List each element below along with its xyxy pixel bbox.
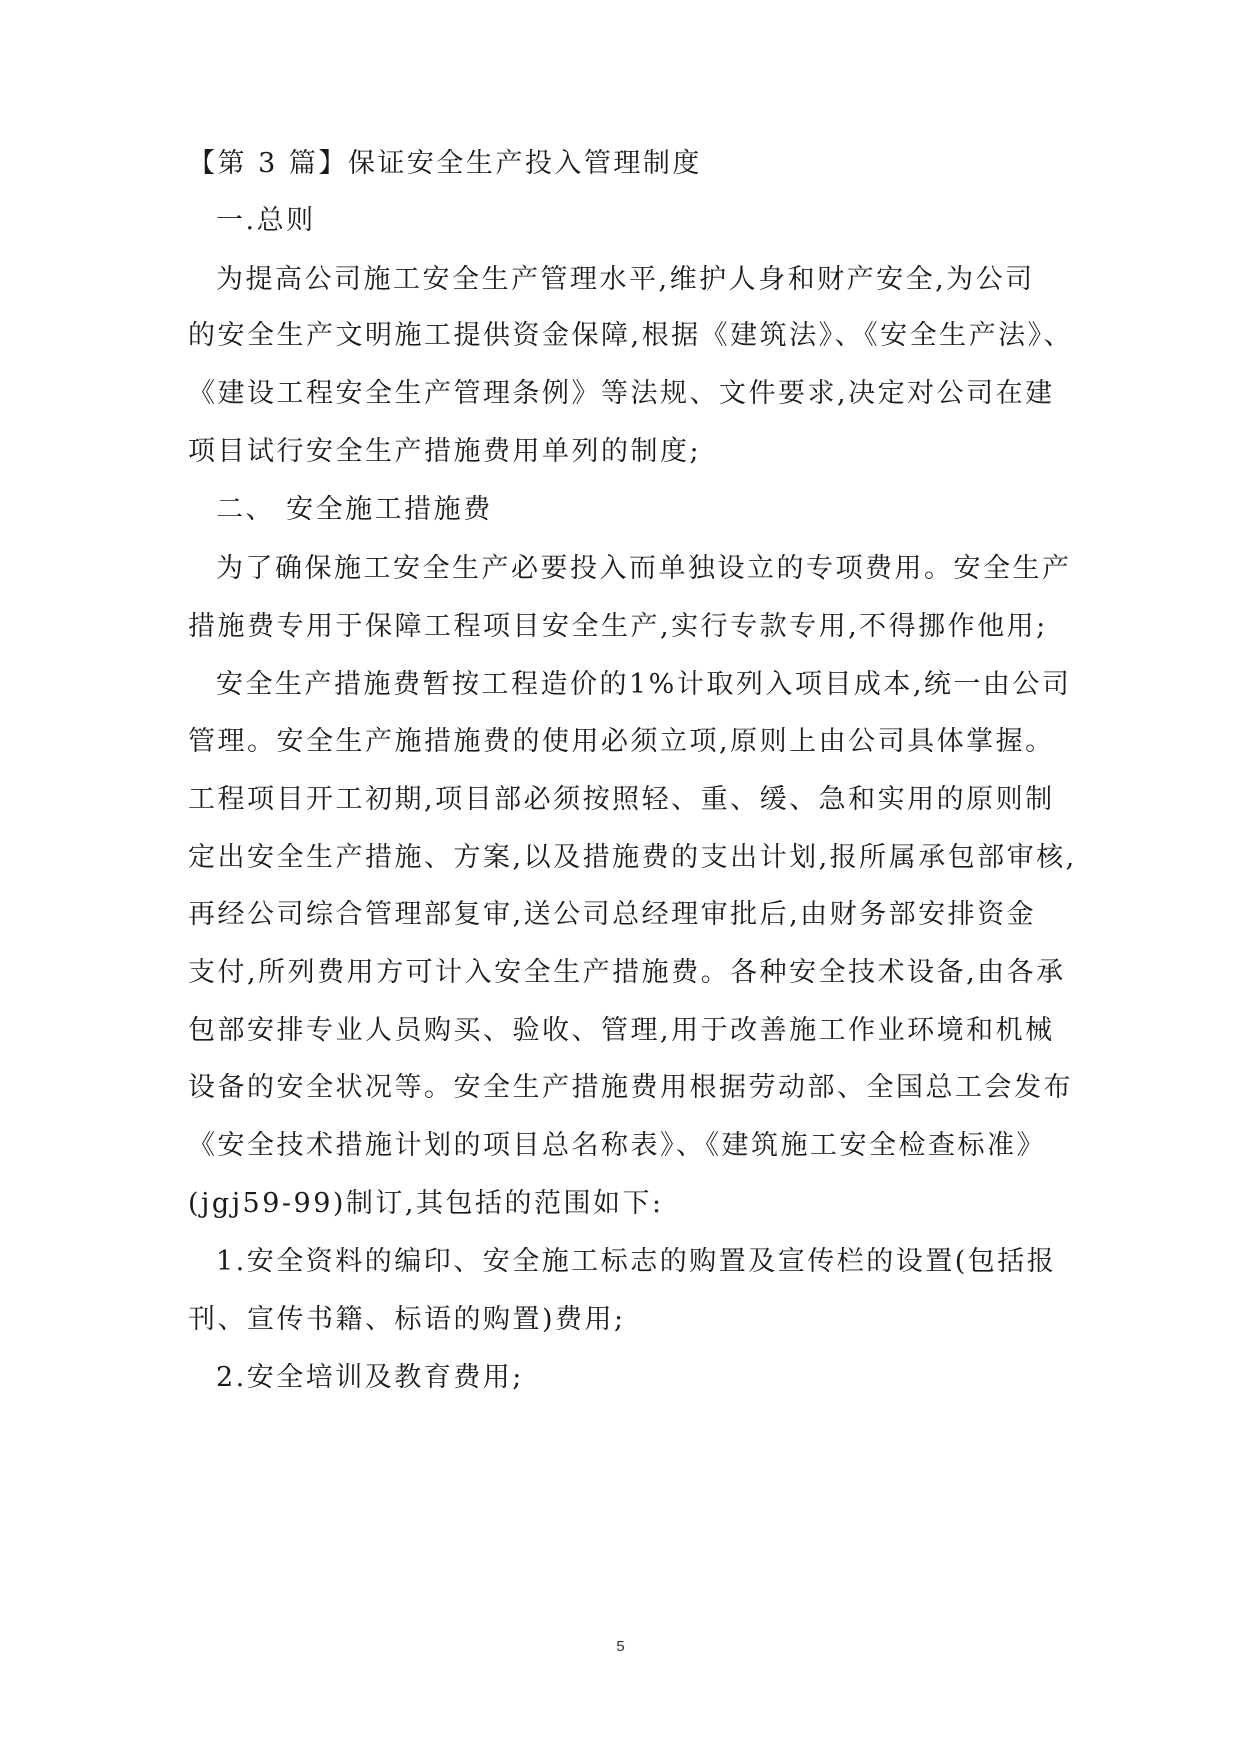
- paragraph-line: 工程项目开工初期,项目部必须按照轻、重、缓、急和实用的原则制: [188, 784, 1055, 815]
- paragraph-line: 《安全技术措施计划的项目总名称表》、《建筑施工安全检查标准》: [188, 1130, 1046, 1161]
- list-item-1: 1.安全资料的编印、安全施工标志的购置及宣传栏的设置(包括报: [216, 1246, 1057, 1277]
- paragraph-line: 支付,所列费用方可计入安全生产措施费。各种安全技术设备,由各承: [188, 957, 1066, 988]
- paragraph-line: 为提高公司施工安全生产管理水平,维护人身和财产安全,为公司: [216, 264, 1035, 295]
- paragraph-line: 管理。安全生产施措施费的使用必须立项,原则上由公司具体掌握。: [188, 726, 1055, 757]
- paragraph-line: 包部安排专业人员购买、验收、管理,用于改善施工作业环境和机械: [188, 1015, 1055, 1046]
- list-item-1-continued: 刊、宣传书籍、标语的购置)费用;: [188, 1304, 626, 1335]
- paragraph-line: 的安全生产文明施工提供资金保障,根据《建筑法》、《安全生产法》、: [188, 320, 1074, 351]
- paragraph-line: 设备的安全状况等。安全生产措施费用根据劳动部、全国总工会发布: [188, 1072, 1073, 1103]
- paragraph-line: 再经公司综合管理部复审,送公司总经理审批后,由财务部安排资金: [188, 899, 1037, 930]
- section-heading-safety-fee: 二、 安全施工措施费: [216, 494, 493, 525]
- section-heading-general: 一.总则: [216, 205, 316, 236]
- article-title: 【第 3 篇】保证安全生产投入管理制度: [188, 148, 702, 179]
- paragraph-line: 定出安全生产措施、方案,以及措施费的支出计划,报所属承包部审核,: [188, 842, 1077, 873]
- list-item-2: 2.安全培训及教育费用;: [216, 1362, 524, 1393]
- paragraph-line: 安全生产措施费暂按工程造价的1%计取列入项目成本,统一由公司: [216, 669, 1072, 700]
- paragraph-line: 项目试行安全生产措施费用单列的制度;: [188, 436, 702, 467]
- paragraph-line: (jgj59-99)制订,其包括的范围如下:: [188, 1188, 664, 1219]
- paragraph-line: 为了确保施工安全生产必要投入而单独设立的专项费用。安全生产: [216, 553, 1072, 584]
- paragraph-line: 《建设工程安全生产管理条例》等法规、文件要求,决定对公司在建: [188, 378, 1055, 409]
- paragraph-line: 措施费专用于保障工程项目安全生产,实行专款专用,不得挪作他用;: [188, 611, 1048, 642]
- page-number: 5: [616, 1638, 625, 1655]
